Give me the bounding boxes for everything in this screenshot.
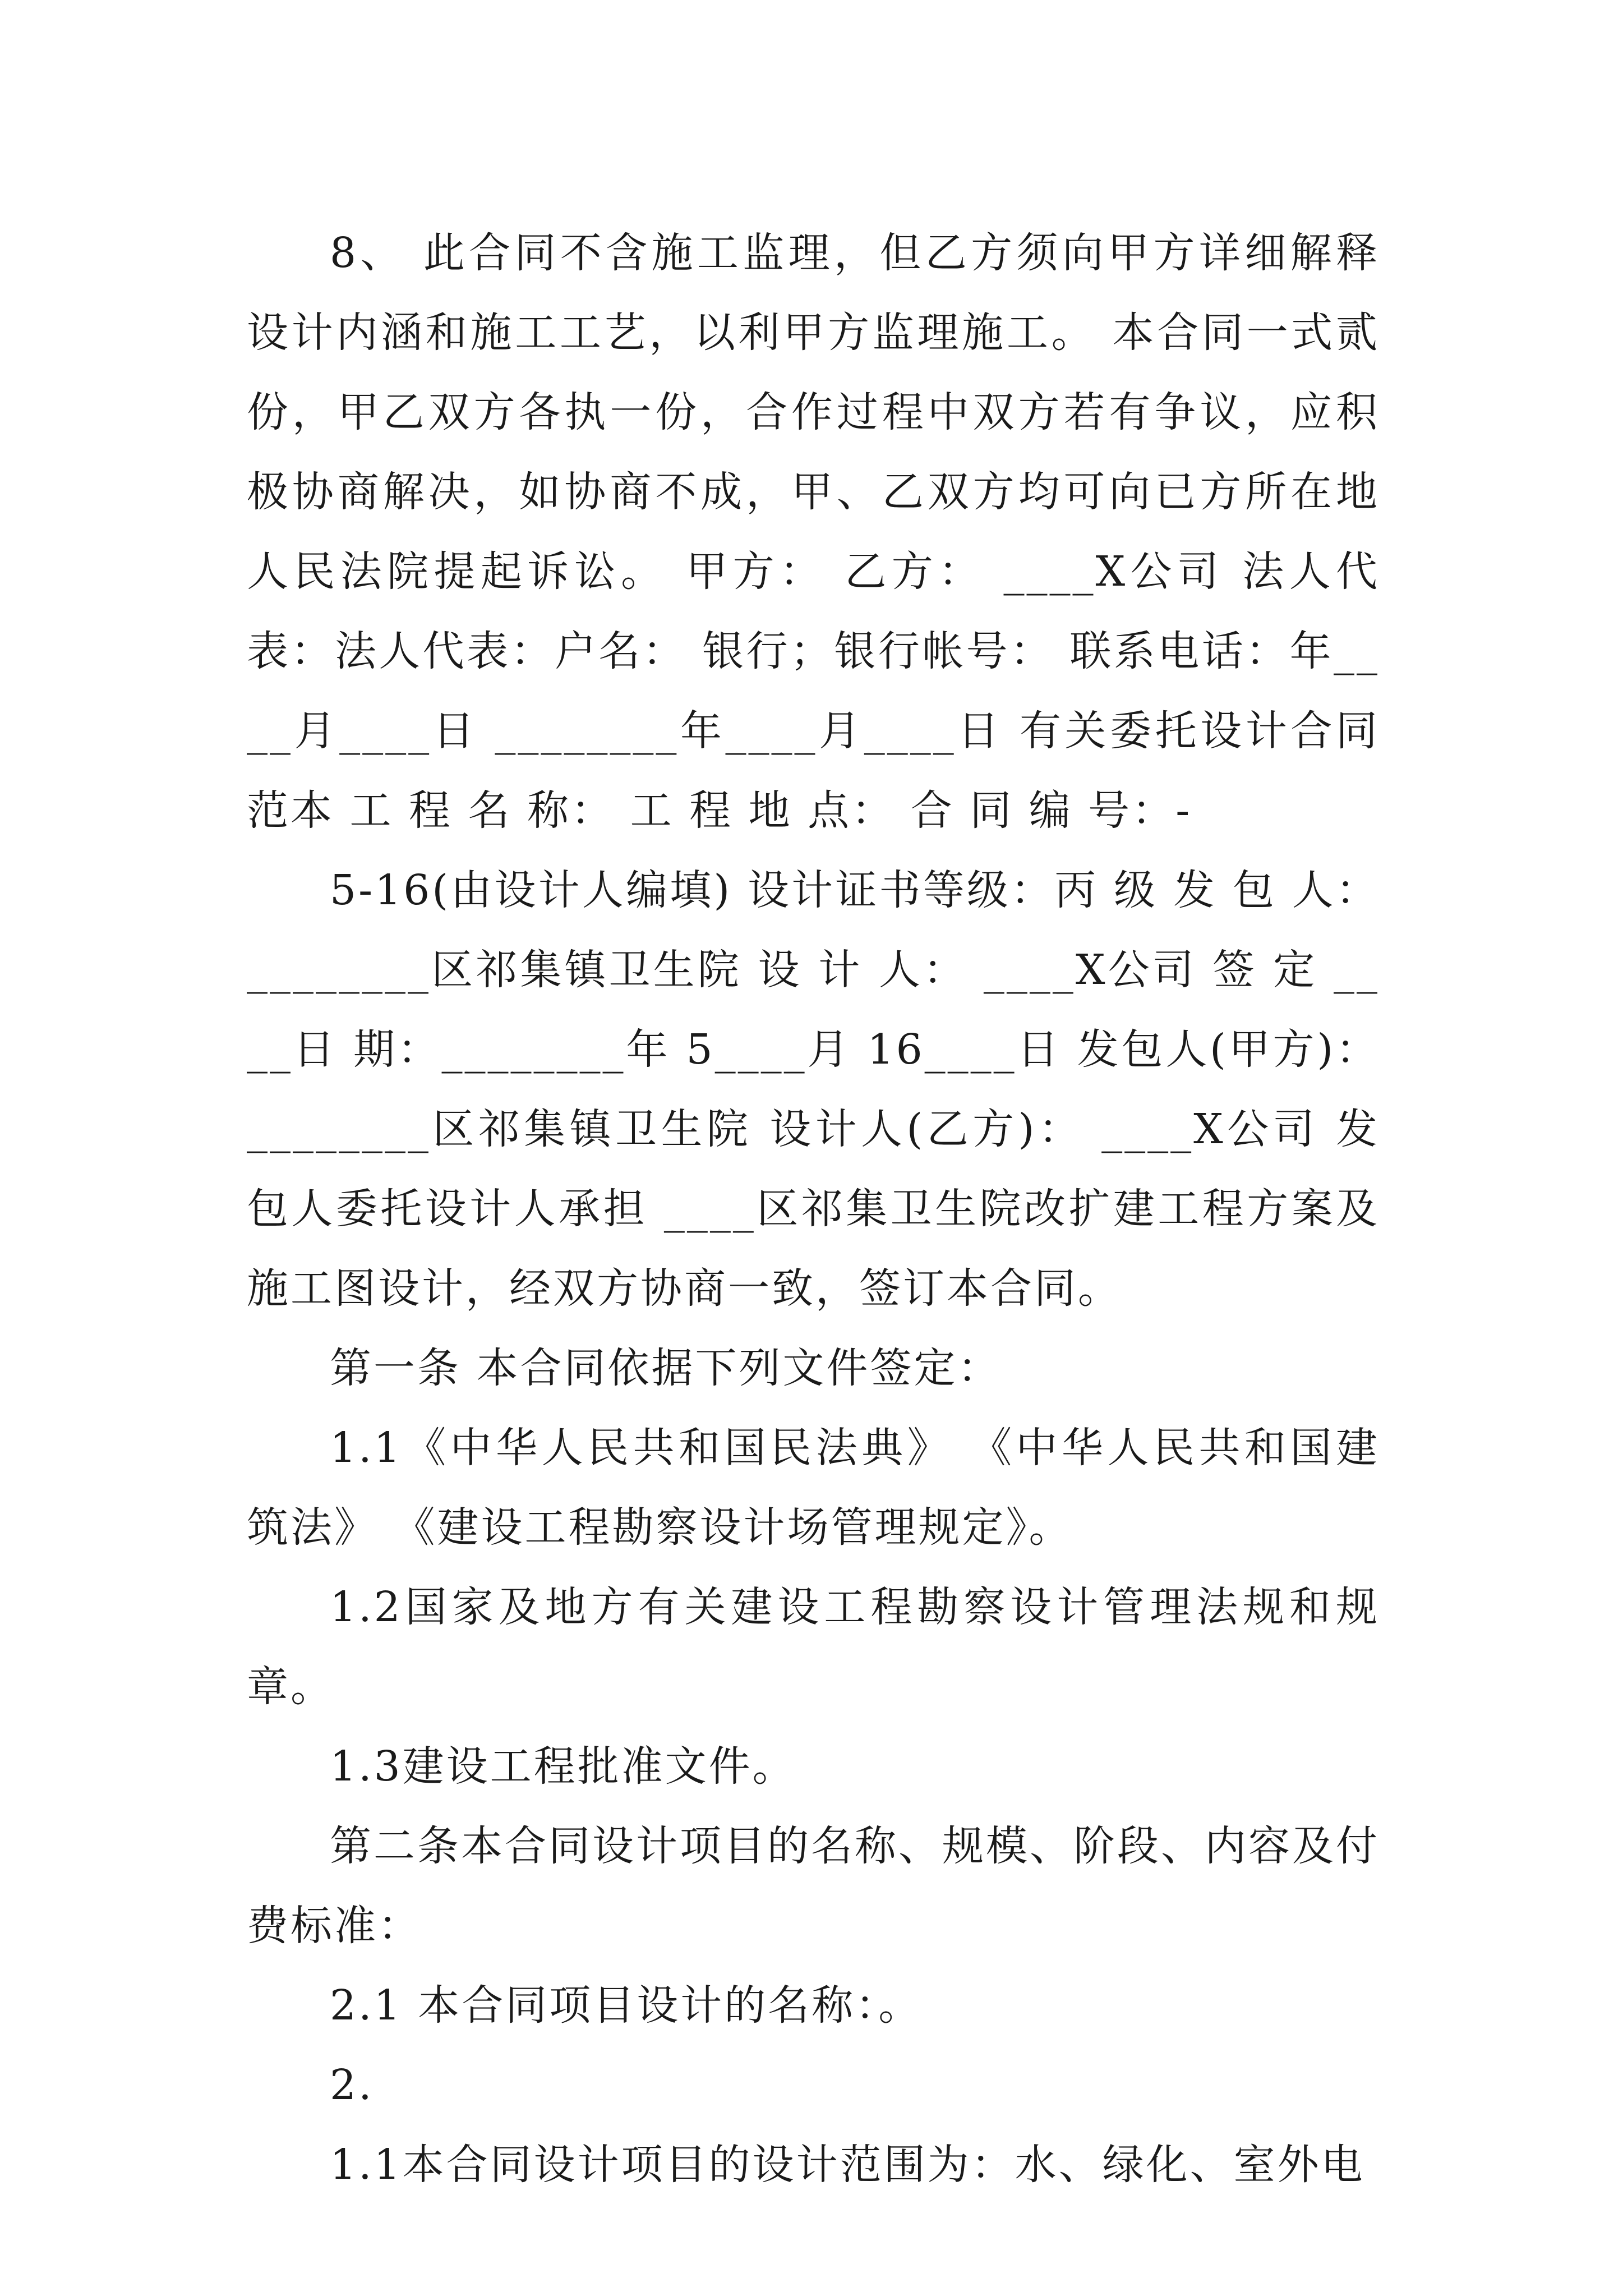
paragraph-item-1-3: 1.3建设工程批准文件。: [330, 1742, 796, 1791]
paragraph-clause-8: 8、 此合同不含施工监理，但乙方须向甲方详细解释设计内涵和施工工艺，以利甲方监理施工。 本合同一式贰份，甲乙双方各执一份，合作过程中双方若有争议，应积极协商解决，如协商不成，甲、乙双方均可向已方所在地人民法院提起诉讼。 甲方： 乙方： ____X公司 法人代表：法人代表：户名： 银行；银行帐号： 联系电话：年____月____日 ________年____月____日 有关委托设计合同范本 工 程 名 称： 工 程 地 点： 合 同 编 号：-: [247, 229, 1380, 835]
paragraph-item-1-2: 1.2国家及地方有关建设工程勘察设计管理法规和规章。: [247, 1583, 1380, 1711]
document-body: [247, 213, 1380, 2205]
paragraph-item-2: 2.: [330, 2061, 374, 2109]
paragraph-contract-header: 5-16(由设计人编填) 设计证书等级：丙 级 发 包 人：________区祁集镇卫生院 设 计 人： ____X公司 签 定 ____日 期：________年 5____月 16____日 发包人(甲方)：________区祁集镇卫生院 设计人(乙方)： ____X公司 发包人委托设计人承担 ____区祁集卫生院改扩建工程方案及施工图设计，经双方协商一致，签订本合同。: [247, 866, 1380, 1313]
paragraph-item-1-1-scope: 1.1本合同设计项目的设计范围为：水、绿化、室外电: [330, 2141, 1365, 2189]
paragraph-article-1: 第一条 本合同依据下列文件签定：: [330, 1344, 1002, 1392]
paragraph-item-1-1: 1.1《中华人民共和国民法典》 《中华人民共和国建筑法》 《建设工程勘察设计场管理规定》。: [247, 1424, 1380, 1552]
paragraph-item-2-1: 2.1 本合同项目设计的名称：。: [330, 1981, 923, 2030]
paragraph-article-2: 第二条本合同设计项目的名称、规模、阶段、内容及付费标准：: [247, 1822, 1380, 1950]
